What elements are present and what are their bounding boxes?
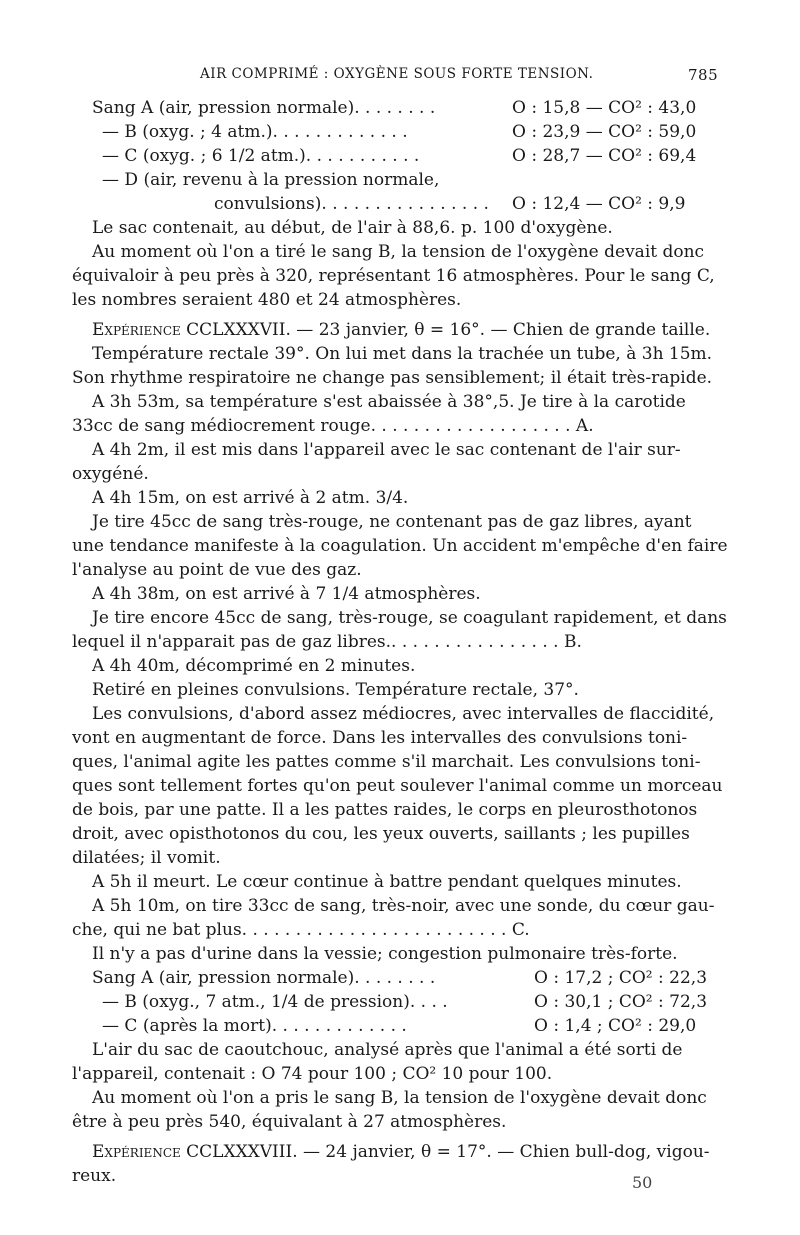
header-title: AIR COMPRIMÉ : OXYGÈNE SOUS FORTE TENSION.	[200, 66, 594, 82]
table2-label: — C (après la mort). . . . . . . . . . . . .	[102, 1016, 407, 1036]
text-line: A 5h il meurt. Le cœur continue à battre pendant quelques minutes.	[92, 872, 682, 892]
experience-label: Expérience	[92, 320, 181, 340]
text-line: Température rectale 39°. On lui met dans la trachée un tube, à 3h 15m.	[92, 344, 713, 364]
text-line: lequel il n'apparait pas de gaz libres.. . . . . . . . . . . . . . . . B.	[72, 632, 582, 652]
table1-label: — B (oxyg. ; 4 atm.). . . . . . . . . . . . .	[102, 122, 408, 142]
table2-label: — B (oxyg., 7 atm., 1/4 de pression). . . .	[102, 992, 448, 1012]
table1-label: — D (air, revenu à la pression normale,	[102, 170, 440, 190]
text-line: Il n'y a pas d'urine dans la vessie; congestion pulmonaire très-forte.	[92, 944, 678, 964]
text-line: droit, avec opisthotonos du cou, les yeux ouverts, saillants ; les pupilles	[72, 824, 690, 844]
signature-mark: 50	[632, 1173, 653, 1192]
text-line: A 3h 53m, sa température s'est abaissée à 38°,5. Je tire à la carotide	[92, 392, 686, 412]
table1-label: Sang A (air, pression normale). . . . . . . .	[92, 98, 436, 118]
experience-label: Expérience	[92, 1142, 181, 1162]
table2-values: O : 30,1 ; CO² : 72,3	[534, 992, 708, 1012]
table2-label: Sang A (air, pression normale). . . . . . . .	[92, 968, 436, 988]
table1-values: O : 23,9 — CO² : 59,0	[512, 122, 697, 142]
text-line: ques sont tellement fortes qu'on peut soulever l'animal comme un morceau	[72, 776, 723, 796]
text-line: A 4h 38m, on est arrivé à 7 1/4 atmosphères.	[92, 584, 481, 604]
text-line: A 4h 15m, on est arrivé à 2 atm. 3/4.	[92, 488, 409, 508]
text-line: une tendance manifeste à la coagulation. Un accident m'empêche d'en faire	[72, 536, 728, 556]
text-line: Les convulsions, d'abord assez médiocres, avec intervalles de flaccidité,	[92, 704, 715, 724]
text-line: L'air du sac de caoutchouc, analysé après que l'animal a été sorti de	[92, 1040, 683, 1060]
table1-row	[214, 192, 718, 216]
table1-label: — C (oxyg. ; 6 1/2 atm.). . . . . . . . . . .	[102, 146, 420, 166]
table2-values: O : 17,2 ; CO² : 22,3	[534, 968, 708, 988]
running-header	[0, 66, 800, 86]
text-line: Retiré en pleines convulsions. Température rectale, 37°.	[92, 680, 579, 700]
text-line: les nombres seraient 480 et 24 atmosphères.	[72, 290, 462, 310]
text-line: Le sac contenait, au début, de l'air à 88,6. p. 100 d'oxygène.	[92, 218, 613, 238]
experience-detail: CCLXXXVIII. — 24 janvier, θ = 17°. — Chien bull-dog, vigou-	[186, 1142, 710, 1162]
table1-row	[102, 168, 718, 192]
text-line: Au moment où l'on a pris le sang B, la tension de l'oxygène devait donc	[92, 1088, 707, 1108]
table1-row	[102, 144, 718, 168]
table1-label: convulsions). . . . . . . . . . . . . . . .	[214, 194, 489, 214]
text-line: l'appareil, contenait : O 74 pour 100 ; CO² 10 pour 100.	[72, 1064, 553, 1084]
text-line: ques, l'animal agite les pattes comme s'il marchait. Les convulsions toni-	[72, 752, 701, 772]
experience-heading	[92, 318, 710, 342]
table1-values: O : 12,4 — CO² : 9,9	[512, 194, 686, 214]
table2-values: O : 1,4 ; CO² : 29,0	[534, 1016, 697, 1036]
text-line: de bois, par une patte. Il a les pattes raides, le corps en pleurosthotonos	[72, 800, 698, 820]
table1-values: O : 15,8 — CO² : 43,0	[512, 98, 697, 118]
text-line: Je tire 45cc de sang très-rouge, ne contenant pas de gaz libres, ayant	[92, 512, 692, 532]
text-line: Je tire encore 45cc de sang, très-rouge, se coagulant rapidement, et dans	[92, 608, 727, 628]
experience-heading	[92, 1140, 710, 1164]
text-line: l'analyse au point de vue des gaz.	[72, 560, 362, 580]
text-line: A 5h 10m, on tire 33cc de sang, très-noir, avec une sonde, du cœur gau-	[92, 896, 715, 916]
text-line: A 4h 40m, décomprimé en 2 minutes.	[92, 656, 416, 676]
text-line: reux.	[72, 1166, 117, 1186]
experience-detail: CCLXXXVII. — 23 janvier, θ = 16°. — Chien de grande taille.	[186, 320, 711, 340]
text-line: vont en augmentant de force. Dans les intervalles des convulsions toni-	[72, 728, 688, 748]
table2-row	[102, 1014, 718, 1038]
table2-row	[92, 966, 718, 990]
text-line: A 4h 2m, il est mis dans l'appareil avec le sac contenant de l'air sur-	[92, 440, 681, 460]
table2-row	[102, 990, 718, 1014]
table1-row	[92, 96, 718, 120]
page-number: 785	[688, 66, 719, 84]
text-line: être à peu près 540, équivalant à 27 atmosphères.	[72, 1112, 507, 1132]
text-line: dilatées; il vomit.	[72, 848, 221, 868]
text-line: Au moment où l'on a tiré le sang B, la tension de l'oxygène devait donc	[92, 242, 705, 262]
text-line: che, qui ne bat plus. . . . . . . . . . . . . . . . . . . . . . . . . C.	[72, 920, 530, 940]
table1-values: O : 28,7 — CO² : 69,4	[512, 146, 697, 166]
text-line: équivaloir à peu près à 320, représentant 16 atmosphères. Pour le sang C,	[72, 266, 715, 286]
text-line: oxygéné.	[72, 464, 149, 484]
text-line: 33cc de sang médiocrement rouge. . . . . . . . . . . . . . . . . . . A.	[72, 416, 594, 436]
text-line: Son rhythme respiratoire ne change pas sensiblement; il était très-rapide.	[72, 368, 713, 388]
table1-row	[102, 120, 718, 144]
